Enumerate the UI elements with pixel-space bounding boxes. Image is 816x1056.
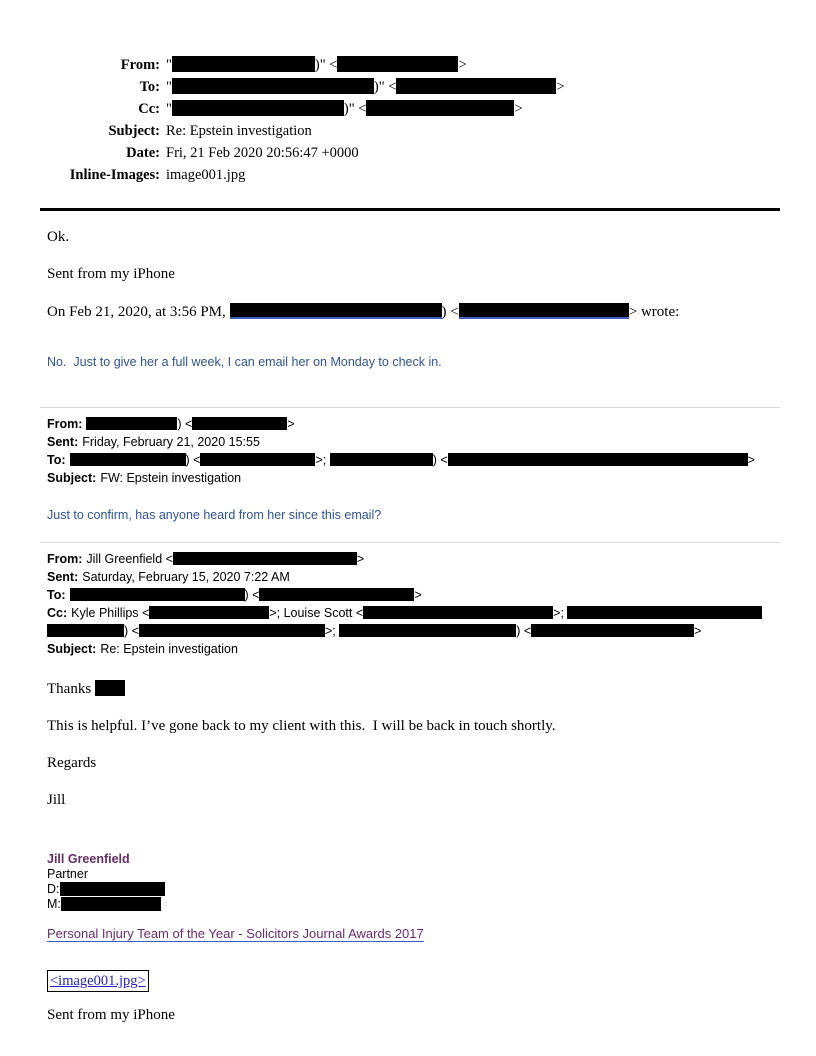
redaction-bar [70, 588, 245, 601]
redaction-bar [337, 56, 458, 72]
from-value [166, 54, 767, 76]
text-fragment: Thanks [47, 681, 95, 697]
orig-cc-line [47, 604, 767, 640]
redaction-bar [396, 78, 556, 94]
redaction-bar [459, 303, 629, 319]
text-fragment: > [458, 57, 467, 73]
subject-label: Subject: [47, 471, 97, 485]
reply-note-1: No. Just to give her a full week, I can email her on Monday to check in. [47, 355, 442, 369]
signature-block [47, 852, 767, 912]
quoted-message-attribution [47, 303, 767, 321]
email-header-block [47, 54, 767, 186]
cc-value [166, 98, 767, 120]
orig-subject-line [47, 640, 767, 658]
signature-direct-phone [47, 882, 767, 897]
redaction-bar [139, 624, 325, 637]
redaction-bar [567, 606, 762, 619]
date-value: Fri, 21 Feb 2020 20:56:47 +0000 [166, 145, 359, 161]
header-row-subject [47, 120, 767, 142]
to-value [166, 76, 767, 98]
text-fragment: On Feb 21, 2020, at 3:56 PM, [47, 304, 230, 320]
redaction-bar [173, 552, 357, 565]
cc-label: Cc: [138, 101, 160, 117]
header-row-cc [47, 98, 767, 120]
redaction-bar [230, 303, 442, 319]
body-text-helpful: This is helpful. I’ve gone back to my client with this. I will be back in touch shortly. [47, 718, 556, 734]
redaction-bar [330, 453, 433, 466]
fw-from-line [47, 415, 767, 433]
text-fragment: " [166, 79, 172, 95]
to-label: To: [47, 588, 66, 602]
redaction-bar [70, 453, 186, 466]
orig-from-line [47, 550, 767, 568]
sent-value: Friday, February 21, 2020 15:55 [82, 435, 260, 449]
inline-images-value: image001.jpg [166, 167, 246, 183]
redaction-bar [363, 606, 553, 619]
from-label: From: [47, 552, 83, 566]
from-label: From: [47, 417, 83, 431]
subject-value: Re: Epstein investigation [100, 642, 238, 656]
text-fragment: ) < [441, 304, 459, 320]
text-fragment: >; [324, 624, 340, 638]
redaction-bar [339, 624, 516, 637]
header-row-inline-images [47, 164, 767, 186]
text-fragment: " [166, 101, 172, 117]
redaction-bar [259, 588, 414, 601]
message-divider [40, 542, 780, 543]
cc-label: Cc: [47, 606, 68, 620]
text-fragment: ) < [244, 588, 260, 602]
text-fragment: > [747, 453, 755, 467]
redaction-bar [95, 680, 125, 696]
header-row-date [47, 142, 767, 164]
orig-to-line [47, 586, 767, 604]
subject-label: Subject: [47, 642, 97, 656]
text-fragment: >; [315, 453, 330, 467]
redaction-bar [61, 897, 161, 911]
date-label: Date: [126, 145, 160, 161]
cc-name-kyle-phillips: Kyle Phillips < [71, 606, 150, 620]
inline-images-label: Inline-Images: [69, 167, 160, 183]
header-row-to [47, 76, 767, 98]
from-label: From: [120, 57, 160, 73]
redaction-bar [366, 100, 514, 116]
sent-label: Sent: [47, 570, 79, 584]
fw-subject-line [47, 469, 767, 487]
subject-label: Subject: [108, 123, 160, 139]
text-fragment: > [414, 588, 422, 602]
body-text-regards: Regards [47, 755, 97, 771]
redaction-bar [531, 624, 694, 637]
text-fragment: )" < [343, 101, 367, 117]
text-fragment: )" < [373, 79, 397, 95]
redaction-bar [200, 453, 315, 466]
from-name: Jill Greenfield < [86, 552, 173, 566]
redaction-bar [86, 417, 177, 430]
text-fragment: > wrote: [628, 304, 680, 320]
reply-note-2: Just to confirm, has anyone heard from her since this email? [47, 508, 382, 522]
mobile-phone-label: M: [47, 897, 61, 911]
text-fragment: ) < [124, 624, 139, 638]
inline-image-placeholder[interactable] [47, 970, 149, 992]
forwarded-header-block [47, 415, 767, 487]
text-fragment: > [694, 624, 702, 638]
sent-value: Saturday, February 15, 2020 7:22 AM [82, 570, 290, 584]
text-fragment: > [356, 552, 365, 566]
fw-to-line [47, 451, 767, 469]
redaction-bar [172, 78, 374, 94]
text-fragment: > [287, 417, 295, 431]
text-fragment: ) < [185, 453, 201, 467]
signature-title: Partner [47, 867, 88, 881]
body-text-jill: Jill [47, 792, 66, 808]
text-fragment: ) < [432, 453, 448, 467]
text-fragment: > [556, 79, 565, 95]
award-link[interactable]: Personal Injury Team of the Year - Solicitors Journal Awards 2017 [47, 926, 424, 941]
original-header-block [47, 550, 767, 658]
message-divider [40, 407, 780, 408]
redaction-bar [60, 882, 165, 896]
body-text-thanks [47, 680, 767, 698]
image001-link[interactable]: <image001.jpg> [50, 973, 146, 989]
subject-value: FW: Epstein investigation [100, 471, 242, 485]
text-fragment: ) < [177, 417, 193, 431]
signature-mobile-phone [47, 897, 767, 912]
redaction-bar [149, 606, 269, 619]
text-fragment: > [514, 101, 523, 117]
redaction-bar [172, 56, 315, 72]
sent-from-iphone-text: Sent from my iPhone [47, 1007, 175, 1023]
inline-image-line [47, 970, 767, 992]
direct-phone-label: D: [47, 882, 60, 896]
award-link-line [47, 925, 767, 943]
signature-name: Jill Greenfield [47, 852, 130, 866]
cc-name-louise-scott: >; Louise Scott < [269, 606, 364, 620]
redaction-bar [47, 624, 124, 637]
redaction-bar [172, 100, 344, 116]
redaction-bar [192, 417, 287, 430]
sent-from-iphone-text: Sent from my iPhone [47, 266, 175, 282]
to-label: To: [139, 79, 160, 95]
to-label: To: [47, 453, 66, 467]
body-text-ok: Ok. [47, 229, 70, 245]
redaction-bar [448, 453, 748, 466]
header-divider-rule [40, 208, 780, 211]
text-fragment: ) < [516, 624, 532, 638]
sent-label: Sent: [47, 435, 79, 449]
header-row-from [47, 54, 767, 76]
text-fragment: " [166, 57, 172, 73]
subject-value: Re: Epstein investigation [166, 123, 312, 139]
text-fragment: >; [553, 606, 568, 620]
fw-sent-line [47, 433, 767, 451]
orig-sent-line [47, 568, 767, 586]
text-fragment: )" < [314, 57, 338, 73]
